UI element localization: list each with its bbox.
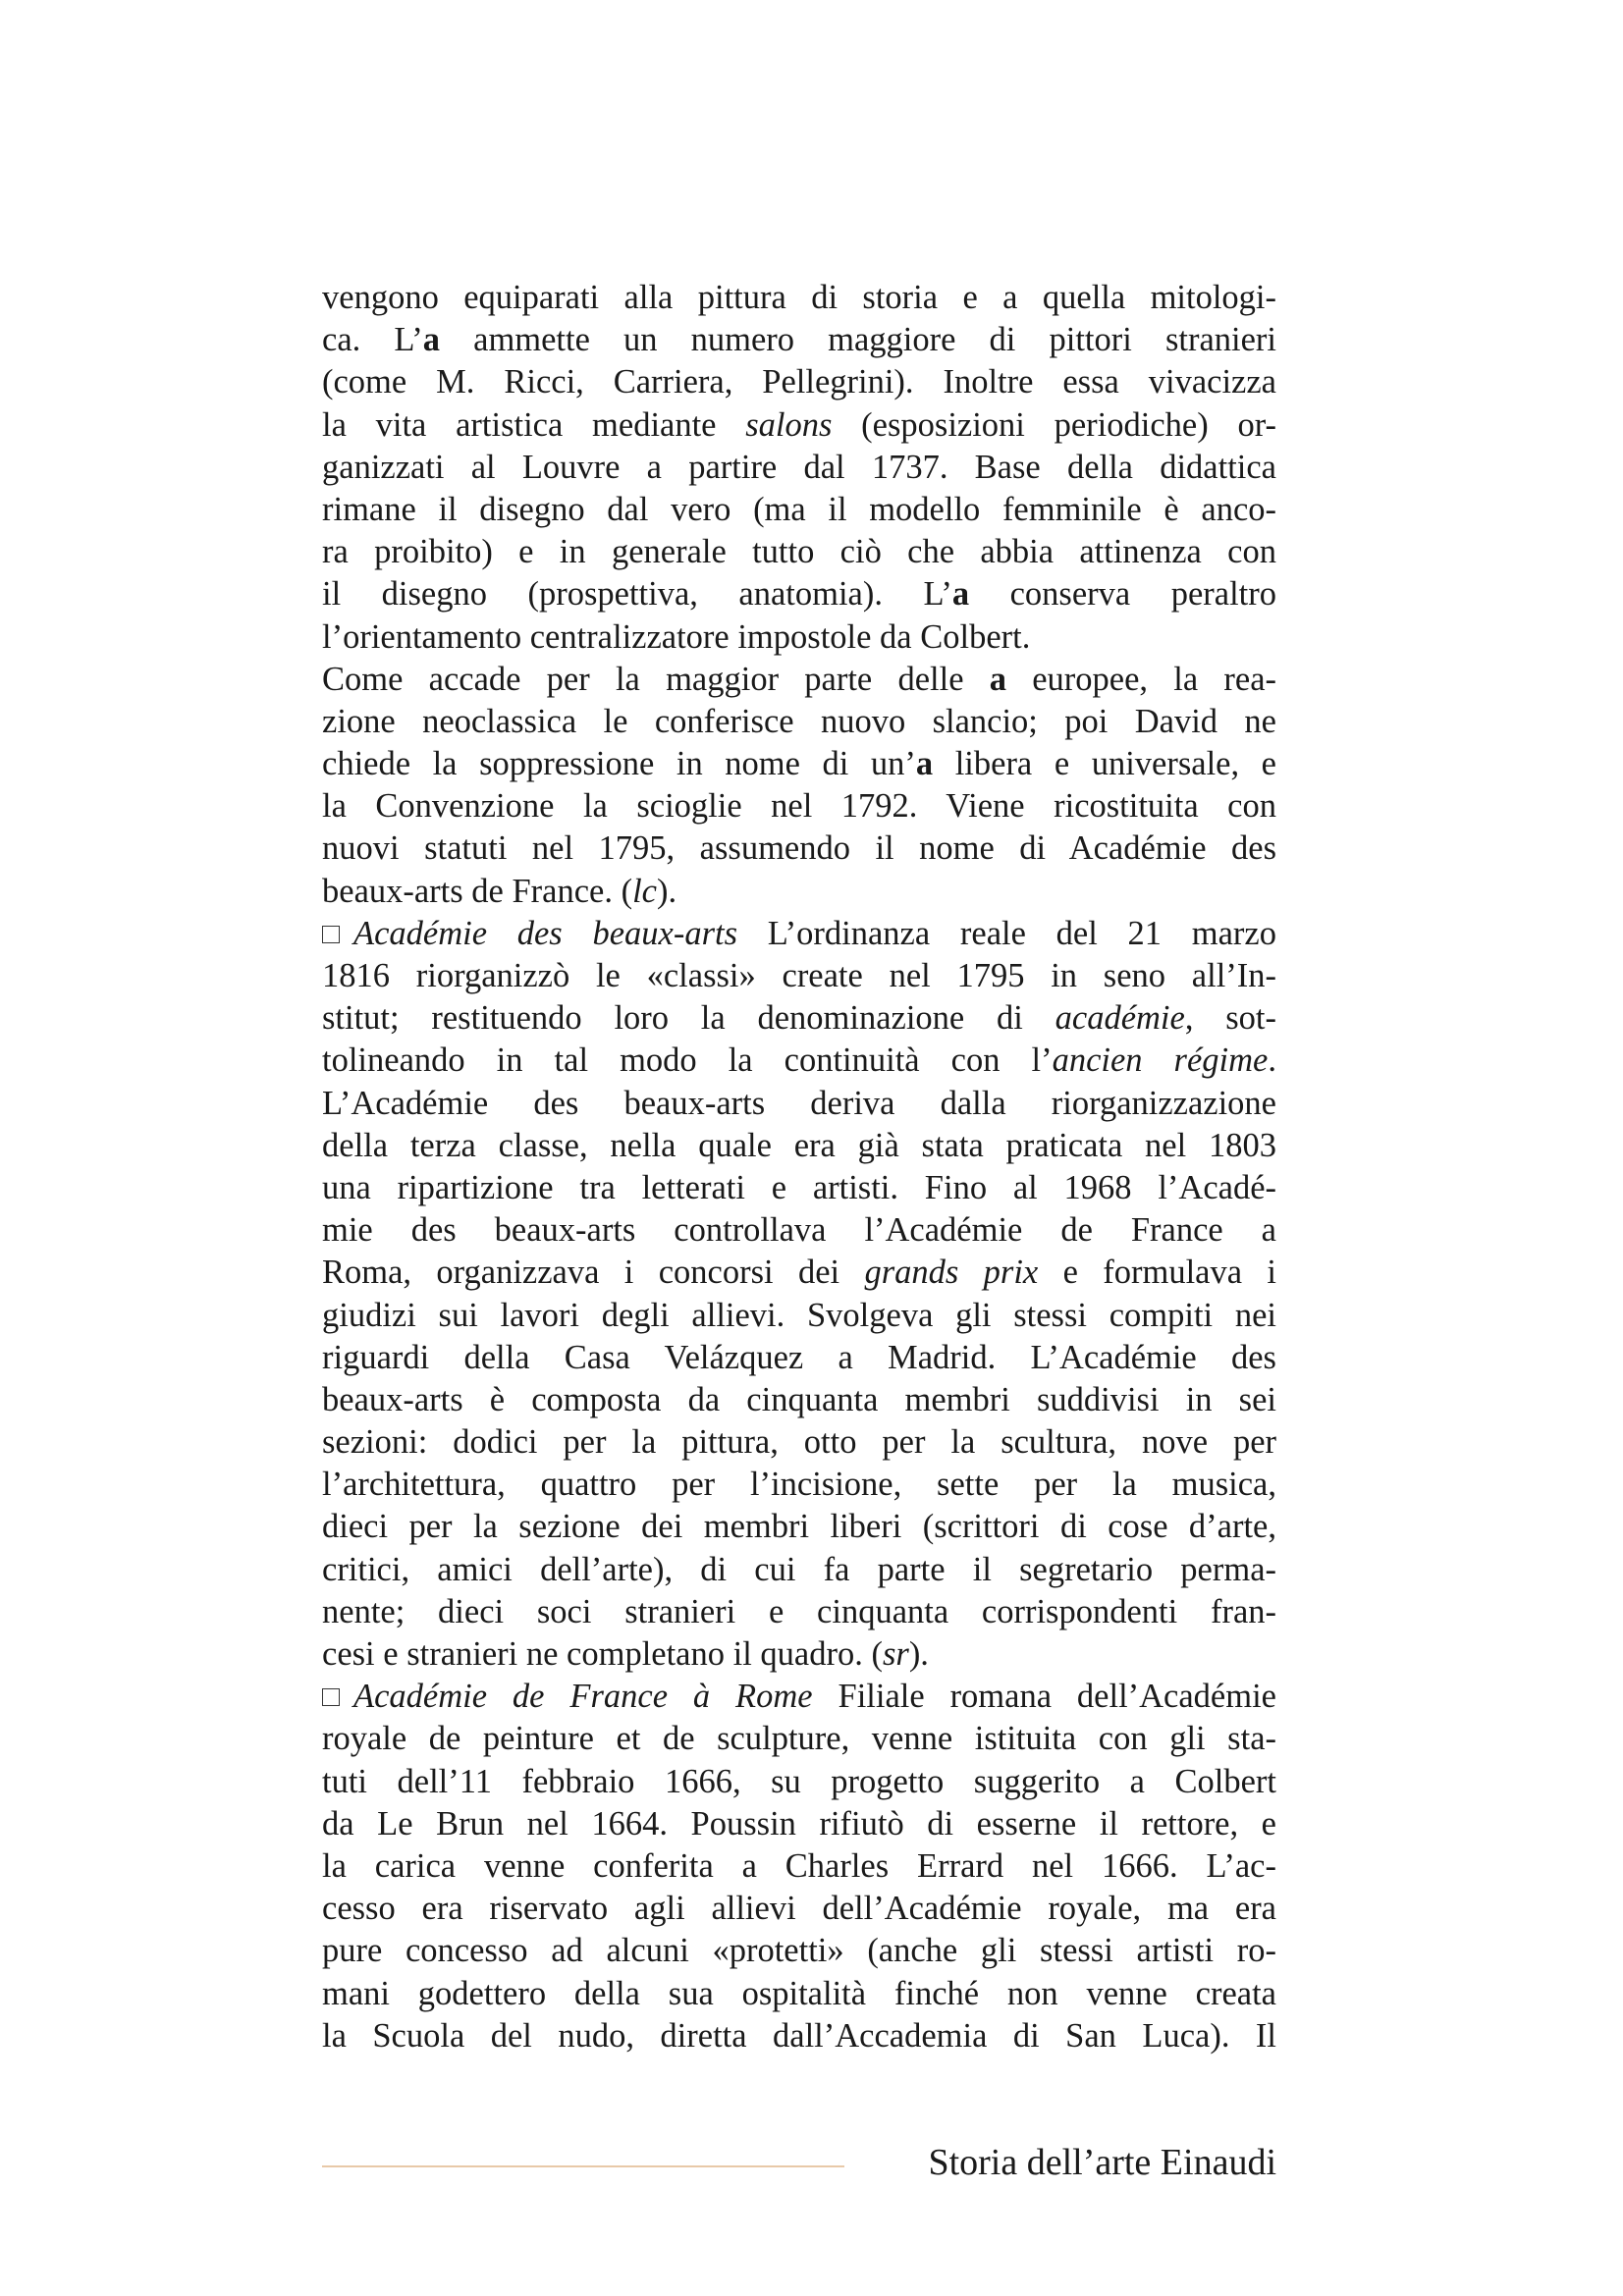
text-line: giudizi sui lavori degli allievi. Svolgeva gli stessi compiti nei (322, 1296, 1276, 1334)
text-line: Come accade per la maggior parte delle a europee, la rea- (322, 660, 1276, 698)
italic-term: salons (745, 405, 833, 444)
italic-term: Académie de France à Rome (353, 1678, 813, 1716)
text-line: rimane il disegno dal vero (ma il modello femminile è anco- (322, 490, 1276, 528)
section-box-icon (322, 1688, 340, 1706)
body-text (322, 277, 1276, 2057)
text-line: (come M. Ricci, Carriera, Pellegrini). Inoltre essa vivacizza (322, 363, 1276, 401)
text-line: della terza classe, nella quale era già stata praticata nel 1803 (322, 1126, 1276, 1164)
text-line: royale de peinture et de sculpture, venne istituita con gli sta- (322, 1720, 1276, 1758)
text-line: Académie des beaux-arts L’ordinanza reale del 21 marzo (322, 913, 1276, 955)
text-line: tuti dell’11 febbraio 1666, su progetto suggerito a Colbert (322, 1762, 1276, 1800)
text-line: Académie de France à Rome Filiale romana dell’Académie (322, 1676, 1276, 1718)
text-line: L’Académie des beaux-arts deriva dalla riorganizzazione (322, 1084, 1276, 1122)
text-line: vengono equiparati alla pittura di storia e a quella mitologi- (322, 279, 1276, 316)
text-line: da Le Brun nel 1664. Poussin rifiutò di esserne il rettore, e (322, 1804, 1276, 1842)
text-line: beaux-arts è composta da cinquanta membri suddivisi in sei (322, 1380, 1276, 1418)
bold-term: a (915, 745, 934, 783)
text-line: chiede la soppressione in nome di un’a libera e universale, e (322, 745, 1276, 783)
bold-term: a (422, 321, 441, 359)
text-line: critici, amici dell’arte), di cui fa parte il segretario perma- (322, 1550, 1276, 1588)
text-line: l’orientamento centralizzatore impostole da Colbert. (322, 617, 1031, 656)
italic-term: lc (632, 872, 657, 910)
text-line: la Scuola del nudo, diretta dall’Accademia di San Luca). Il (322, 2016, 1276, 2055)
footer-title: Storia dell’arte Einaudi (928, 2142, 1276, 2183)
text-line: nente; dieci soci stranieri e cinquanta corrispondenti fran- (322, 1592, 1276, 1630)
bold-term: a (951, 575, 970, 614)
text-line: nuovi statuti nel 1795, assumendo il nome di Académie des (322, 829, 1276, 868)
text-line: ganizzati al Louvre a partire dal 1737. Base della didattica (322, 448, 1276, 486)
text-line: la carica venne conferita a Charles Errard nel 1666. L’ac- (322, 1846, 1276, 1885)
text-line: mie des beaux-arts controllava l’Académie de France a (322, 1211, 1276, 1250)
text-line: l’architettura, quattro per l’incisione, sette per la musica, (322, 1466, 1276, 1504)
text-line: la Convenzione la scioglie nel 1792. Viene ricostituita con (322, 787, 1276, 826)
text-line: mani godettero della sua ospitalità finché non venne creata (322, 1974, 1276, 2012)
text-line: Roma, organizzava i concorsi dei grands prix e formulava i (322, 1254, 1276, 1292)
bold-term: a (989, 660, 1006, 698)
text-line: il disegno (prospettiva, anatomia). L’a conserva peraltro (322, 575, 1276, 614)
text-line: riguardi della Casa Velázquez a Madrid. L’Académie des (322, 1338, 1276, 1376)
text-line: 1816 riorganizzò le «classi» create nel 1795 in seno all’In- (322, 957, 1276, 994)
text-line: ra proibito) e in generale tutto ciò che abbia attinenza con (322, 533, 1276, 571)
text-line: una ripartizione tra letterati e artisti. Fino al 1968 l’Acadé- (322, 1168, 1276, 1206)
text-line: pure concesso ad alcuni «protetti» (anche gli stessi artisti ro- (322, 1932, 1276, 1970)
text-line: la vita artistica mediante salons (esposizioni periodiche) or- (322, 405, 1276, 444)
italic-term: sr (882, 1635, 909, 1673)
text-line: beaux-arts de France. (lc). (322, 872, 677, 910)
text-line: stitut; restituendo loro la denominazione di académie, sot- (322, 999, 1276, 1038)
text-line: cesi e stranieri ne completano il quadro. (sr). (322, 1635, 929, 1673)
text-line: sezioni: dodici per la pittura, otto per la scultura, nove per (322, 1423, 1276, 1462)
text-line: ca. L’a ammette un numero maggiore di pittori stranieri (322, 321, 1276, 359)
italic-term: grands prix (864, 1254, 1039, 1292)
italic-term: Académie des beaux-arts (353, 914, 738, 952)
text-line: zione neoclassica le conferisce nuovo slancio; poi David ne (322, 702, 1276, 740)
text-line: tolineando in tal modo la continuità con l’ancien régime. (322, 1041, 1276, 1080)
text-line: dieci per la sezione dei membri liberi (scrittori di cose d’arte, (322, 1508, 1276, 1546)
italic-term: ancien régime (1052, 1041, 1269, 1080)
section-box-icon (322, 926, 340, 943)
text-line: cesso era riservato agli allievi dell’Académie royale, ma era (322, 1890, 1276, 1928)
italic-term: académie (1055, 999, 1185, 1038)
footer-rule (322, 2165, 844, 2167)
